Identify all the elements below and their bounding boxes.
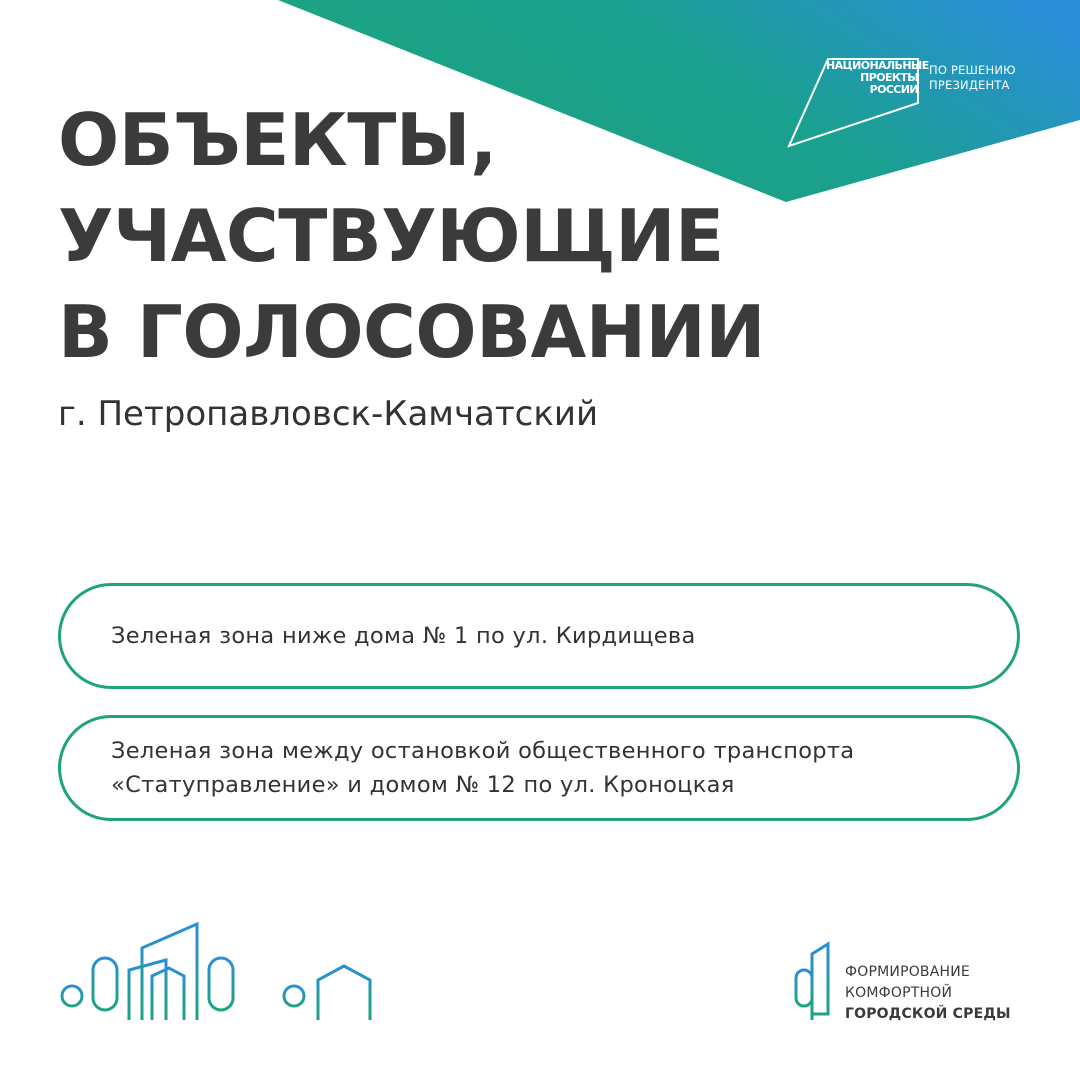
- fks-logo-text: [845, 962, 1011, 1025]
- page-title: [58, 92, 765, 380]
- national-projects-logo: [826, 59, 929, 96]
- np-logo-line: РОССИИ: [869, 83, 918, 96]
- np-logo-line: ПРОЕКТЫ: [860, 71, 918, 84]
- np-caption-line: ПО РЕШЕНИЮ: [929, 63, 1016, 77]
- object-card: [58, 583, 1020, 689]
- object-card-line: Зеленая зона ниже дома № 1 по ул. Кирдищева: [111, 623, 696, 649]
- city-subtitle: г. Петропавловск-Камчатский: [58, 394, 599, 434]
- np-caption-line: ПРЕЗИДЕНТА: [929, 78, 1010, 92]
- object-card-line: «Статуправление» и домом № 12 по ул. Кроноцкая: [111, 772, 735, 798]
- object-card-text: [111, 734, 997, 802]
- page-title-line: ОБЪЕКТЫ,: [58, 98, 497, 182]
- object-card: [58, 715, 1020, 821]
- object-card-line: Зеленая зона между остановкой общественного транспорта: [111, 738, 855, 764]
- fks-logo-line: ФОРМИРОВАНИЕ: [845, 964, 970, 980]
- np-caption: [929, 63, 1016, 93]
- object-card-text: [111, 619, 997, 653]
- fks-logo-line: ГОРОДСКОЙ СРЕДЫ: [845, 1006, 1011, 1022]
- city-skyline-icon: [56, 918, 376, 1028]
- np-logo-line: НАЦИОНАЛЬНЫЕ: [826, 59, 929, 72]
- page-title-line: В ГОЛОСОВАНИИ: [58, 290, 765, 374]
- fks-logo-line: КОМФОРТНОЙ: [845, 985, 953, 1001]
- page-title-line: УЧАСТВУЮЩИЕ: [58, 194, 724, 278]
- fks-logo-icon: [790, 940, 830, 1024]
